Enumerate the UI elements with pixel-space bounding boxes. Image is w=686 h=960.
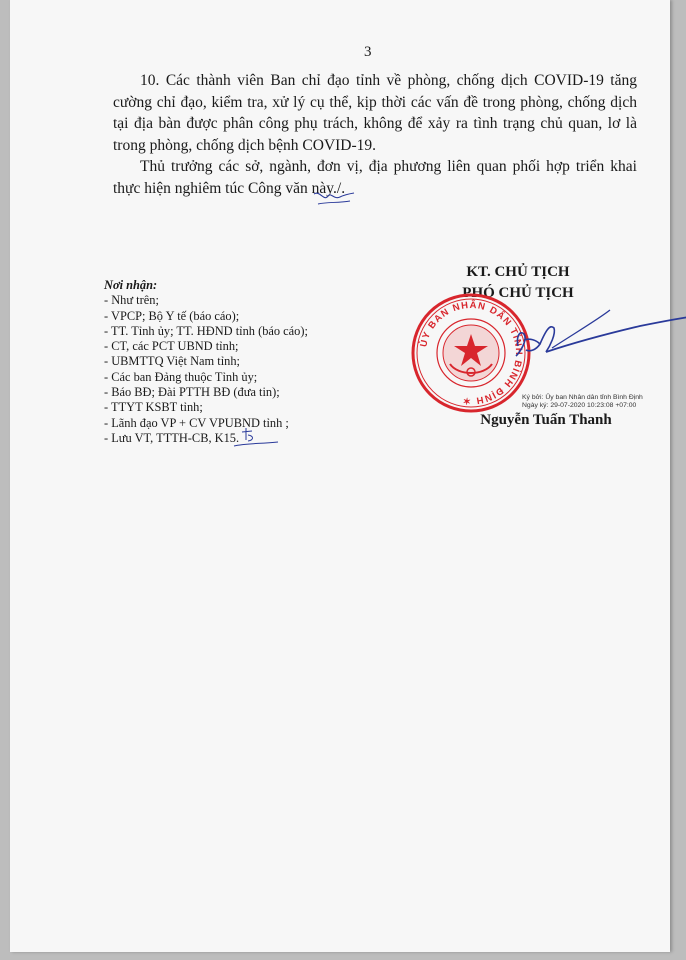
recipient-item: - CT, các PCT UBND tỉnh; <box>104 339 239 354</box>
recipients-label: Nơi nhận: <box>104 278 158 292</box>
handwritten-signature-icon <box>510 300 686 380</box>
recipient-item: - UBMTTQ Việt Nam tỉnh; <box>104 354 240 369</box>
recipient-item: - Các ban Đảng thuộc Tỉnh ủy; <box>104 369 258 384</box>
recipient-item: - Báo BĐ; Đài PTTH BĐ (đưa tin); <box>104 385 280 400</box>
handwritten-mark-icon <box>232 424 282 450</box>
recipient-item: - VPCP; Bộ Y tế (báo cáo); <box>104 308 240 323</box>
signer-line1: KT. CHỦ TỊCH <box>466 264 570 280</box>
digital-signature-info <box>522 394 643 410</box>
paragraph-10: 10. Các thành viên Ban chỉ đạo tỉnh về phòng, chống dịch COVID-19 tăng cường chỉ đạo, kiểm tra, xử lý cụ thể, kịp thời các vấn đề trong phòng, chống dịch tại địa bàn được phân công phụ trách, không để xảy ra tình trạng chủ quan, lơ là trong phòng, chống dịch bệnh COVID-19. <box>113 72 637 154</box>
signer-line2: PHÓ CHỦ TỊCH <box>462 285 574 301</box>
recipients-block <box>104 278 364 446</box>
recipient-item: - TTYT KSBT tỉnh; <box>104 400 203 415</box>
recipient-item: - Lưu VT, TTTH-CB, K15. <box>104 430 240 445</box>
signer-name: Nguyễn Tuấn Thanh <box>480 412 612 428</box>
body-text <box>113 70 637 200</box>
svg-text:ỦY BAN NHÂN DÂN TỈNH BÌNH ĐỊNH: ỦY BAN NHÂN DÂN TỈNH BÌNH ĐỊNH ✶ <box>418 299 525 407</box>
page-number: 3 <box>364 44 372 60</box>
digital-signed-by: Ký bởi: Ủy ban Nhân dân tỉnh Bình Định <box>522 394 643 401</box>
handwritten-initial-icon <box>310 188 358 210</box>
recipient-item: - TT. Tỉnh ủy; TT. HĐND tỉnh (báo cáo); <box>104 323 308 338</box>
paragraph-closing: Thủ trưởng các sở, ngành, đơn vị, địa phương liên quan phối hợp triển khai thực hiện nghiêm túc Công văn này./. <box>113 158 637 197</box>
document-page <box>10 0 670 952</box>
recipient-item: - Như trên; <box>104 293 159 308</box>
recipient-item: - Lãnh đạo VP + CV VPUBND tỉnh ; <box>104 415 289 430</box>
digital-signed-date: Ngày ký: 29-07-2020 10:23:08 +07:00 <box>522 402 637 409</box>
